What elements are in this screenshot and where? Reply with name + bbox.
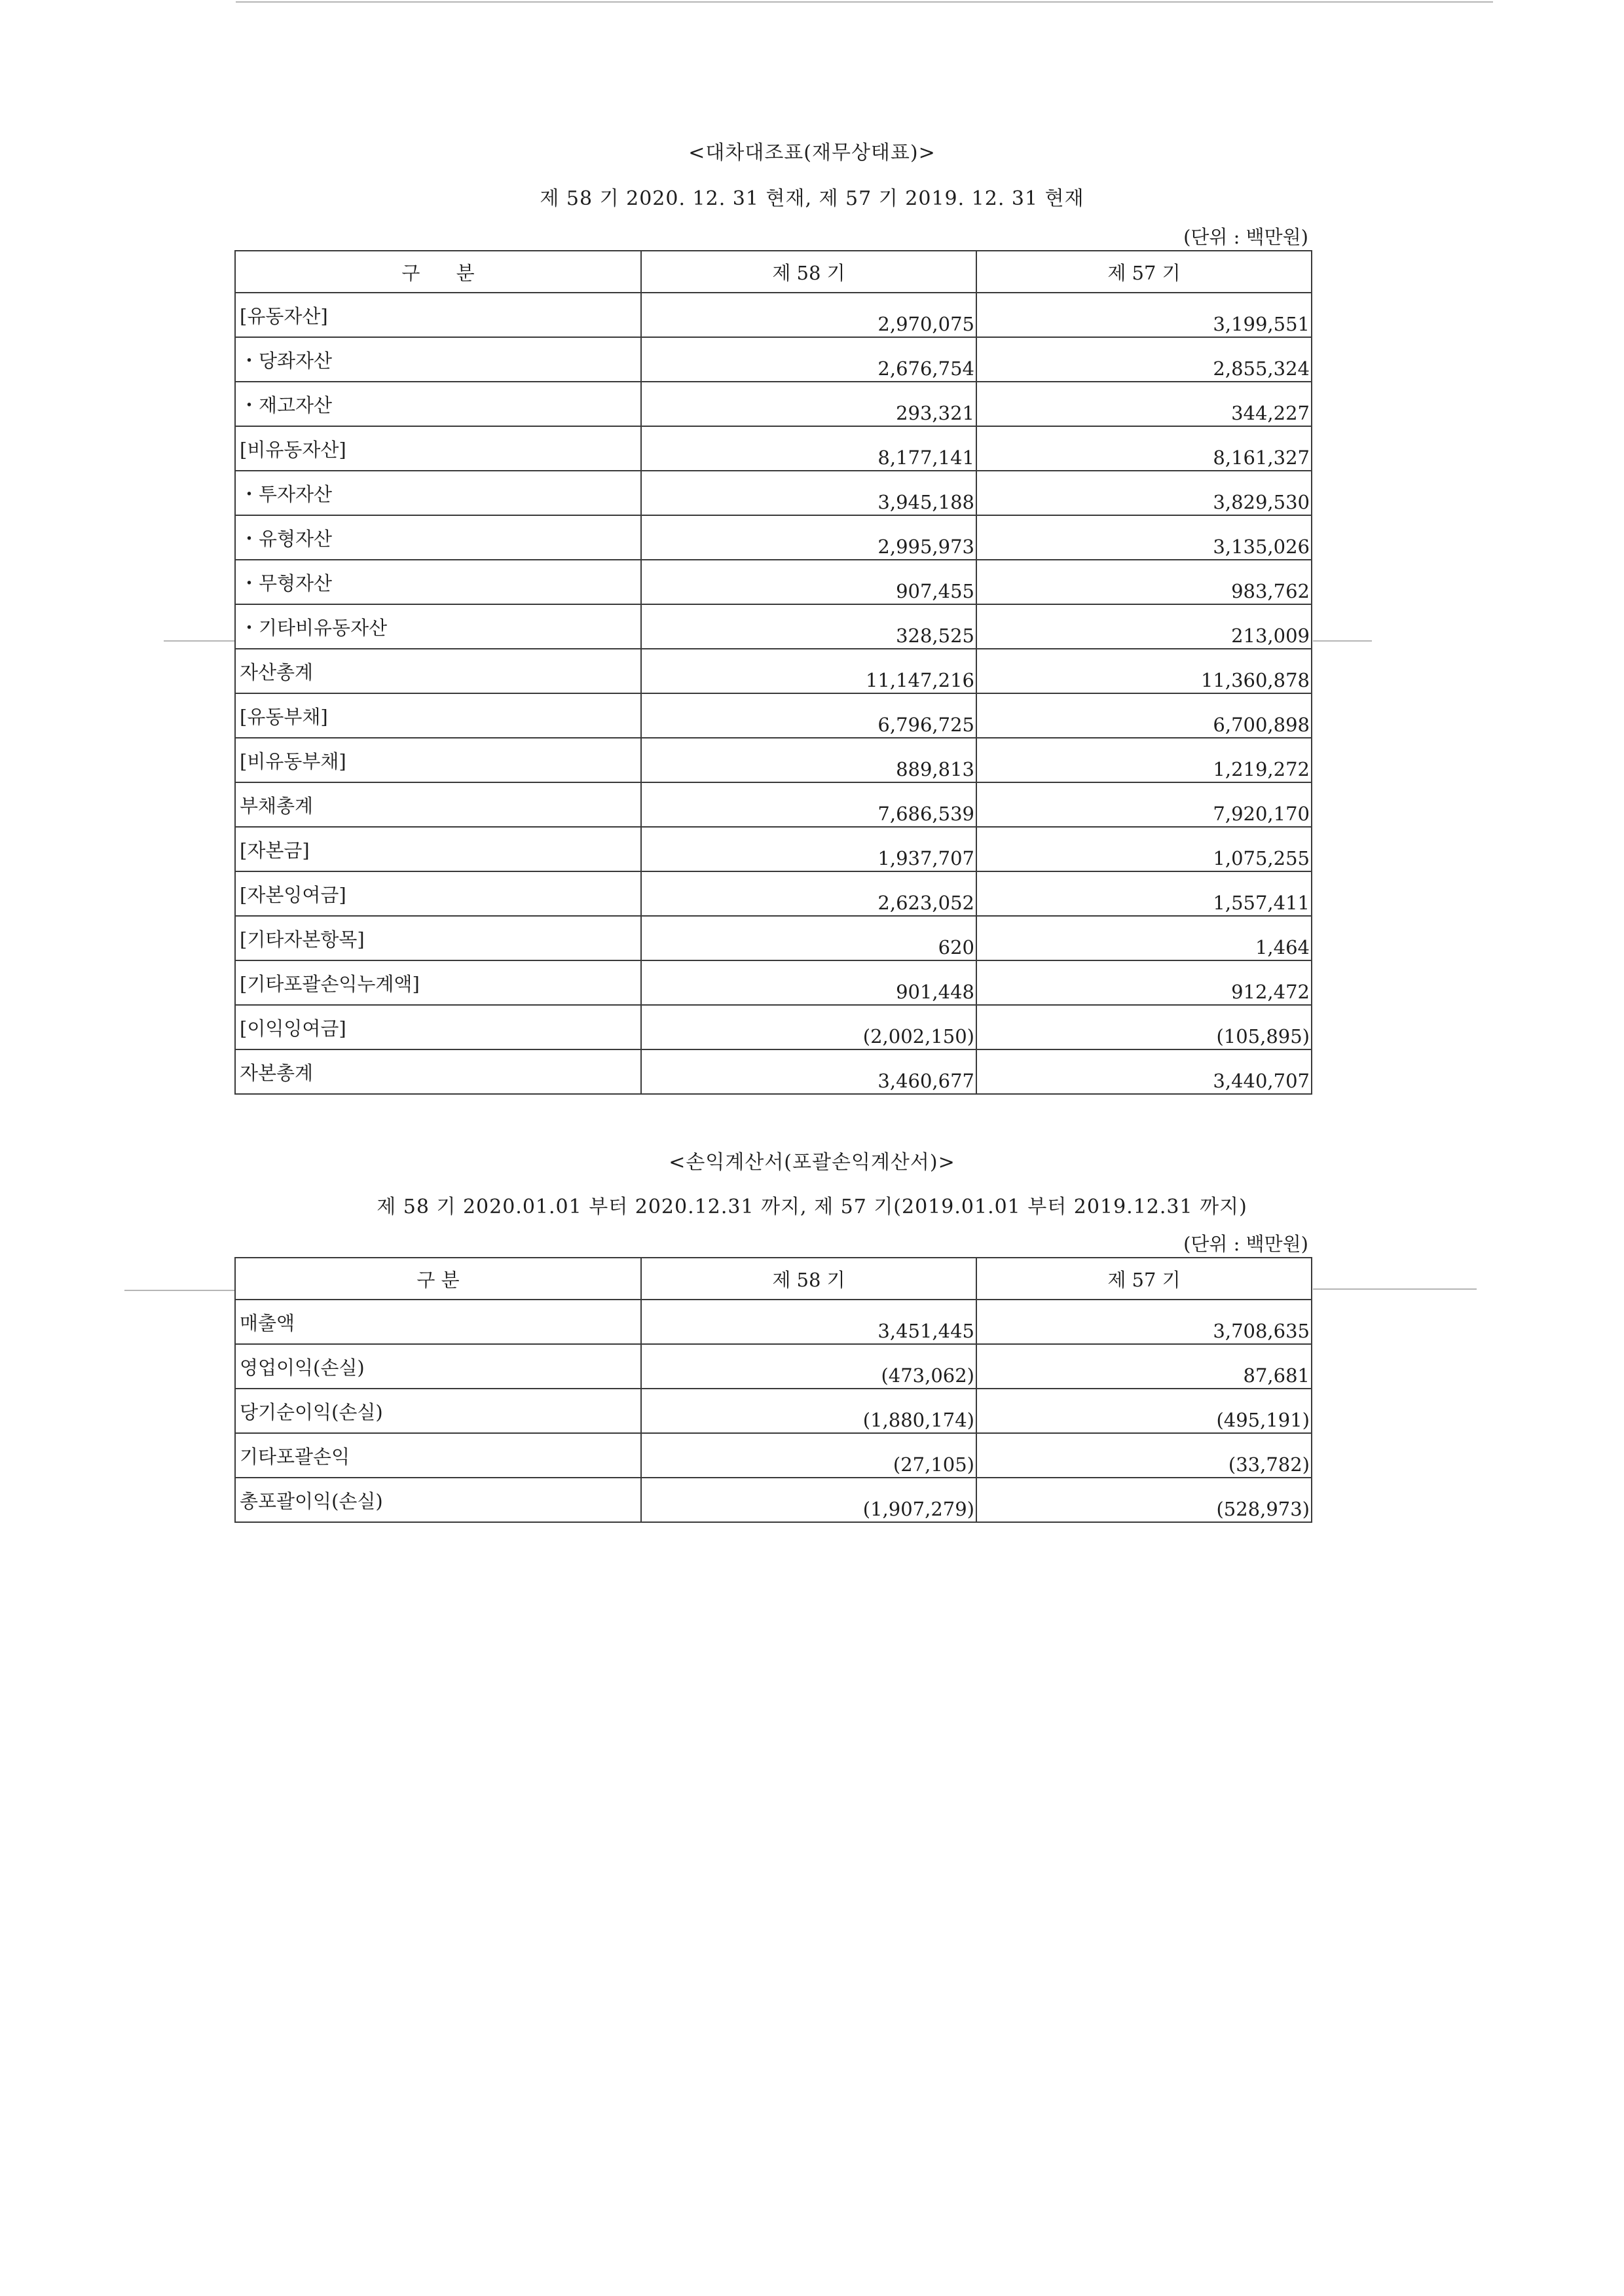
table-row [235,960,1312,1005]
value-period-58: 3,945,188 [641,471,976,515]
balance-sheet-title: <대차대조표(재무상태표)> [688,141,936,164]
row-label: ・유형자산 [235,515,641,560]
value-period-58: 2,676,754 [641,337,976,382]
balance-sheet-table [234,250,1312,1095]
row-label: [자본잉여금] [235,871,641,916]
table-row [235,916,1312,960]
value-period-57: 6,700,898 [976,693,1312,738]
table-row [235,1389,1312,1433]
table-row [235,871,1312,916]
value-period-58: 3,460,677 [641,1049,976,1094]
value-period-58: 907,455 [641,560,976,604]
balance-sheet-unit: (단위 : 백만원) [1183,226,1308,248]
value-period-57: 1,075,255 [976,827,1312,871]
value-period-58: (1,907,279) [641,1478,976,1522]
value-period-58: 6,796,725 [641,693,976,738]
value-period-57: 3,440,707 [976,1049,1312,1094]
value-period-57: (528,973) [976,1478,1312,1522]
scan-artifact-lower-right [1313,1288,1477,1290]
table-row [235,515,1312,560]
table-row [235,382,1312,426]
value-period-58: (2,002,150) [641,1005,976,1049]
table-row [235,337,1312,382]
table-row [235,693,1312,738]
row-label: 영업이익(손실) [235,1344,641,1389]
income-statement-table [234,1257,1312,1523]
row-label: 기타포괄손익 [235,1433,641,1478]
value-period-57: 87,681 [976,1344,1312,1389]
value-period-57: 2,855,324 [976,337,1312,382]
row-label: [유동부채] [235,693,641,738]
row-label: 자본총계 [235,1049,641,1094]
value-period-58: 7,686,539 [641,782,976,827]
value-period-57: 912,472 [976,960,1312,1005]
table-row [235,604,1312,649]
table-row [235,426,1312,471]
table-row [235,738,1312,782]
value-period-58: 11,147,216 [641,649,976,693]
value-period-58: (1,880,174) [641,1389,976,1433]
table-row [235,1344,1312,1389]
value-period-57: 1,464 [976,916,1312,960]
value-period-57: 344,227 [976,382,1312,426]
header-period-58: 제 58 기 [641,1258,976,1300]
table-row [235,649,1312,693]
value-period-57: (33,782) [976,1433,1312,1478]
row-label: [이익잉여금] [235,1005,641,1049]
row-label: [유동자산] [235,293,641,337]
header-category: 구 분 [235,251,641,293]
value-period-57: 983,762 [976,560,1312,604]
value-period-58: (473,062) [641,1344,976,1389]
value-period-58: 889,813 [641,738,976,782]
header-period-57: 제 57 기 [976,251,1312,293]
table-row [235,1433,1312,1478]
scan-artifact-lower-left [124,1290,236,1291]
table-header-row [235,251,1312,293]
value-period-57: 3,135,026 [976,515,1312,560]
row-label: ・무형자산 [235,560,641,604]
header-category: 구 분 [235,1258,641,1300]
value-period-58: 2,995,973 [641,515,976,560]
value-period-57: 3,829,530 [976,471,1312,515]
value-period-58: 901,448 [641,960,976,1005]
value-period-57: 1,557,411 [976,871,1312,916]
table-row [235,293,1312,337]
value-period-58: 2,623,052 [641,871,976,916]
income-statement-unit: (단위 : 백만원) [1183,1233,1308,1255]
row-label: [비유동부채] [235,738,641,782]
value-period-58: 8,177,141 [641,426,976,471]
table-row [235,827,1312,871]
table-row [235,560,1312,604]
value-period-57: 3,708,635 [976,1300,1312,1344]
scan-artifact-top [236,1,1493,3]
value-period-58: 1,937,707 [641,827,976,871]
value-period-58: 2,970,075 [641,293,976,337]
income-statement-title: <손익계산서(포괄손익계산서)> [669,1151,955,1174]
value-period-58: 620 [641,916,976,960]
row-label: ・투자자산 [235,471,641,515]
balance-sheet-period: 제 58 기 2020. 12. 31 현재, 제 57 기 2019. 12. 31 현재 [540,187,1084,210]
value-period-57: 8,161,327 [976,426,1312,471]
value-period-57: 3,199,551 [976,293,1312,337]
table-row [235,1300,1312,1344]
row-label: 총포괄이익(손실) [235,1478,641,1522]
row-label: 부채총계 [235,782,641,827]
row-label: ・당좌자산 [235,337,641,382]
table-header-row [235,1258,1312,1300]
table-row [235,1478,1312,1522]
value-period-57: 1,219,272 [976,738,1312,782]
value-period-58: 293,321 [641,382,976,426]
row-label: [기타포괄손익누계액] [235,960,641,1005]
row-label: ・재고자산 [235,382,641,426]
row-label: [비유동자산] [235,426,641,471]
value-period-58: 3,451,445 [641,1300,976,1344]
income-statement-period: 제 58 기 2020.01.01 부터 2020.12.31 까지, 제 57 기(2019.01.01 부터 2019.12.31 까지) [377,1195,1247,1218]
row-label: [자본금] [235,827,641,871]
value-period-58: (27,105) [641,1433,976,1478]
row-label: 당기순이익(손실) [235,1389,641,1433]
row-label: ・기타비유동자산 [235,604,641,649]
value-period-57: 7,920,170 [976,782,1312,827]
table-row [235,471,1312,515]
value-period-57: 11,360,878 [976,649,1312,693]
value-period-58: 328,525 [641,604,976,649]
value-period-57: (495,191) [976,1389,1312,1433]
table-row [235,1005,1312,1049]
row-label: [기타자본항목] [235,916,641,960]
table-row [235,1049,1312,1094]
header-period-57: 제 57 기 [976,1258,1312,1300]
table-row [235,782,1312,827]
scan-artifact-right [1313,640,1372,642]
row-label: 매출액 [235,1300,641,1344]
scan-artifact-mid [164,640,236,642]
value-period-57: 213,009 [976,604,1312,649]
row-label: 자산총계 [235,649,641,693]
value-period-57: (105,895) [976,1005,1312,1049]
header-period-58: 제 58 기 [641,251,976,293]
